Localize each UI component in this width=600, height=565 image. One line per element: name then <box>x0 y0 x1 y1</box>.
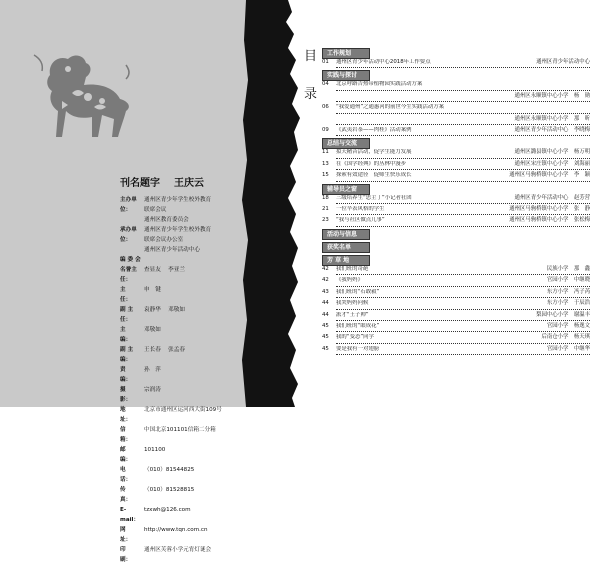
masthead-value-line: 通州区青少年学生校外教育 <box>144 197 212 203</box>
masthead-value <box>144 505 260 525</box>
toc-dotted-rule <box>336 309 590 310</box>
toc-item-title: 我的“变态”同学 <box>336 334 374 341</box>
toc-item[interactable] <box>322 161 590 170</box>
toc-item[interactable] <box>322 334 590 343</box>
masthead-row <box>120 505 260 525</box>
masthead-value-line: 通州区芙蓉小学元宵灯谜会 <box>144 547 212 553</box>
masthead-value-line: 北京市通州区运河西大街109号 <box>144 407 222 413</box>
masthead-value <box>144 465 260 485</box>
masthead-value-line: 联席会议办公室 <box>144 237 184 243</box>
toc-item[interactable] <box>322 346 590 355</box>
toc-dotted-rule <box>336 354 590 355</box>
toc-item-title: 我们班的奇葩 <box>336 265 369 272</box>
masthead-value-line: 101100 <box>144 447 166 453</box>
masthead-row <box>120 345 260 365</box>
toc-item-author: 官园小学 杨逸文 <box>546 322 590 329</box>
masthead-value <box>144 425 260 445</box>
toc-item-author: 民族小学 那 鑫 <box>546 265 590 272</box>
masthead-label: 副 主 任： <box>120 307 134 323</box>
toc-item-title: “我爱通州”之通惠河的前世今生实践活动方案 <box>336 104 445 111</box>
toc-title-char: 录 <box>304 87 318 102</box>
title-calligrapher: 王庆云 <box>174 178 204 189</box>
toc-page-number: 04 <box>322 81 329 88</box>
toc-item-author: 通州区永顺镇中心小学 那 昕 <box>514 115 590 122</box>
toc-item-author: 东方小学 于辰浩 <box>546 300 590 307</box>
toc-section-header[interactable]: 总结与交流 <box>322 138 370 149</box>
masthead-label: 副 主 编： <box>120 347 134 363</box>
masthead <box>120 174 260 565</box>
masthead-label: 编 委 会 <box>120 257 141 263</box>
masthead-label: 印 刷： <box>120 547 137 563</box>
toc-item[interactable] <box>322 277 590 286</box>
masthead-header <box>120 174 260 189</box>
masthead-value-line: 联席会议 <box>144 207 167 213</box>
toc-page-number: 01 <box>322 59 329 65</box>
toc-dotted-rule <box>336 113 590 114</box>
masthead-value-line: 孙 萍 <box>144 367 161 373</box>
toc-page-number: 09 <box>322 127 329 134</box>
toc-page-number: 45 <box>322 345 329 352</box>
toc-item-title: 探索有效途径 促师生快乐成长 <box>336 172 412 179</box>
title-label: 刊名题字 <box>120 178 160 189</box>
masthead-label: 信 箱： <box>120 427 137 443</box>
toc-item-title: 《武夷岩茶——肉桂》活动案例 <box>336 127 412 134</box>
toc-section-header[interactable]: 活动与信息 <box>322 229 370 240</box>
toc-item-title: 要是我有一对翅膀 <box>336 345 380 352</box>
toc-section-header[interactable]: 实践与探讨 <box>322 70 370 81</box>
toc-section-header[interactable]: 获奖名单 <box>322 242 370 253</box>
masthead-label: 电 话： <box>120 467 137 483</box>
torn-ink-divider <box>240 0 300 407</box>
toc-item[interactable] <box>322 81 590 90</box>
toc-item-author: 通州区青少年活动中心 <box>536 59 590 65</box>
toc-dotted-rule <box>336 320 590 321</box>
toc-page-number: 42 <box>322 277 329 284</box>
masthead-value-line: 通州区青少年活动中心 <box>144 247 200 253</box>
masthead-value-line: 邓敬如 <box>144 327 161 333</box>
masthead-label: 主 编： <box>120 327 137 343</box>
toc-item-author: 通州区潞县镇中心小学 杨万明 <box>514 149 590 156</box>
masthead-row <box>120 365 260 385</box>
masthead-row <box>120 385 260 405</box>
masthead-label: 承办单位： <box>120 227 137 243</box>
masthead-row <box>120 255 260 265</box>
masthead-value-line: 通州区青少年学生校外教育 <box>144 227 212 233</box>
toc-page-number: 45 <box>322 322 329 329</box>
toc-item-author: 通州区马驹桥镇中心小学 张松梅 <box>509 217 590 224</box>
toc-dotted-rule <box>336 214 590 215</box>
toc-item-author: 官园小学 中继晓 <box>546 277 590 284</box>
toc-page-number: 43 <box>322 288 329 295</box>
masthead-label: 摄 影： <box>120 387 137 403</box>
toc-item[interactable] <box>322 312 590 321</box>
masthead-label: 地 址： <box>120 407 137 423</box>
toc-item-author: 官园小学 中继华 <box>546 345 590 352</box>
toc-item-author: 通州区永顺镇中心小学 杨 勋 <box>514 92 590 99</box>
masthead-value-line: tzxwh@126.com <box>144 507 191 513</box>
toc-dotted-rule <box>336 203 590 204</box>
toc-title-char: 目 <box>304 49 318 64</box>
toc-page-number: 15 <box>322 172 329 179</box>
toc-page-number: 21 <box>322 206 329 213</box>
toc-item-title: 通州区青少年活动中心2018年工作要点 <box>336 59 431 65</box>
toc-dotted-rule <box>336 297 590 298</box>
toc-item[interactable] <box>322 300 590 309</box>
toc-page-number: 23 <box>322 217 329 224</box>
toc-dotted-rule <box>336 124 590 125</box>
toc-item-title: 我们班的“眼成花” <box>336 322 380 329</box>
table-of-contents <box>322 46 590 357</box>
masthead-label: 网 址： <box>120 527 137 543</box>
toc-item-title: 《我妈妈》 <box>336 277 363 284</box>
toc-page-number: 13 <box>322 160 329 167</box>
masthead-value <box>144 485 260 505</box>
masthead-row <box>120 265 260 285</box>
masthead-value-line: 申 键 <box>144 287 161 293</box>
masthead-label: 主 任： <box>120 287 137 303</box>
toc-item-author: 通州区宋庄镇中心小学 刘海丽 <box>514 160 590 167</box>
toc-item[interactable] <box>322 104 590 113</box>
masthead-value <box>144 405 260 425</box>
toc-dotted-rule <box>336 158 590 159</box>
toc-item-author: 梨园中心小学 谢温丰 <box>536 311 590 318</box>
toc-item[interactable] <box>322 172 590 181</box>
toc-item-title: 我哭妈妈问候 <box>336 300 369 307</box>
dog-papercut-emblem <box>28 45 138 145</box>
masthead-value-line: （010）81528815 <box>144 487 195 493</box>
toc-item[interactable] <box>322 127 590 136</box>
masthead-label: 名誉主任： <box>120 267 137 283</box>
toc-title <box>304 38 322 114</box>
toc-page-number: 45 <box>322 334 329 341</box>
toc-dotted-rule <box>336 226 590 227</box>
masthead-label: 主办单位： <box>120 197 137 213</box>
masthead-row <box>120 425 260 445</box>
toc-item-title: 在《国学经典》的丛林中漫步 <box>336 160 407 167</box>
toc-section-header[interactable]: 芳 草 地 <box>322 255 370 266</box>
toc-dotted-rule <box>336 286 590 287</box>
toc-item[interactable] <box>322 289 590 298</box>
toc-item[interactable] <box>322 323 590 332</box>
masthead-row <box>120 465 260 485</box>
masthead-value-line: http://www.tqn.com.cn <box>144 527 208 533</box>
toc-section-header[interactable]: 辅导员之窗 <box>322 184 370 195</box>
masthead-row <box>120 195 260 225</box>
toc-dotted-rule <box>336 343 590 344</box>
toc-item-title: 北京呼路吉热带植物园实践活动方案 <box>336 81 423 88</box>
masthead-label: 传 真： <box>120 487 137 503</box>
masthead-label: 责 编： <box>120 367 137 383</box>
toc-item-title: 拟天精音活动，促学生能力发展 <box>336 149 412 156</box>
toc-item-title: 一位辛表风格的学生 <box>336 206 385 213</box>
toc-item-author: 后南仓小学 杨天琪 <box>541 334 590 341</box>
toc-item-title: 我们班的“石敢毅” <box>336 288 380 295</box>
toc-dotted-rule <box>336 331 590 332</box>
masthead-label: E-mail： <box>120 507 140 523</box>
masthead-value-line: 宗润涛 <box>144 387 161 393</box>
masthead-row <box>120 445 260 465</box>
masthead-value-line: 袁静华 邓敬如 <box>144 307 185 313</box>
toc-page-number: 42 <box>322 265 329 272</box>
toc-page-number: 18 <box>322 194 329 201</box>
toc-dotted-rule <box>336 135 590 136</box>
toc-item-author: 通州区青少年活动中心 李晓梅 <box>514 127 590 134</box>
toc-dotted-rule <box>336 67 590 68</box>
masthead-row <box>120 225 260 255</box>
masthead-row <box>120 325 260 345</box>
toc-page-number: 44 <box>322 311 329 318</box>
masthead-row <box>120 405 260 425</box>
toc-item[interactable] <box>322 59 590 68</box>
masthead-row <box>120 525 260 545</box>
toc-item[interactable] <box>322 195 590 204</box>
toc-item[interactable] <box>322 93 590 102</box>
toc-item-author: 东方小学 冯子芮 <box>546 288 590 295</box>
toc-item[interactable] <box>322 116 590 125</box>
masthead-value-line: （010）81544825 <box>144 467 195 473</box>
masthead-row <box>120 485 260 505</box>
toc-page-number: 06 <box>322 104 329 111</box>
toc-item[interactable] <box>322 266 590 275</box>
toc-dotted-rule <box>336 274 590 275</box>
toc-item-author: 通州区马驹桥镇中心小学 李 颖 <box>509 172 590 179</box>
toc-section-header[interactable]: 工作规划 <box>322 48 370 59</box>
masthead-value <box>144 445 260 465</box>
masthead-label: 邮 编： <box>120 447 137 463</box>
toc-dotted-rule <box>336 90 590 91</box>
toc-item-author: 通州区马驹桥镇中心小学 张 静 <box>509 206 590 213</box>
masthead-value-line: 查显友 李亚兰 <box>144 267 185 273</box>
toc-item[interactable] <box>322 206 590 215</box>
toc-dotted-rule <box>336 169 590 170</box>
toc-item[interactable] <box>322 217 590 226</box>
masthead-value-line: 通州区教育委员会 <box>144 217 189 223</box>
masthead-row <box>120 545 260 565</box>
toc-dotted-rule <box>336 181 590 182</box>
masthead-value <box>144 545 260 565</box>
masthead-value-line: 王长春 张孟春 <box>144 347 185 353</box>
toc-item-title: 三级培养生“思主丁”小记者社团 <box>336 194 412 201</box>
masthead-row <box>120 285 260 305</box>
masthead-value-line: 中国北京101101信箱二分箱 <box>144 427 216 433</box>
masthead-rows <box>120 195 260 565</box>
masthead-value <box>144 525 260 545</box>
masthead-row <box>120 305 260 325</box>
toc-item-author: 通州区青少年活动中心 赵芳营 <box>514 194 590 201</box>
toc-item-title: 派才“王子帅” <box>336 311 369 318</box>
toc-dotted-rule <box>336 101 590 102</box>
toc-page-number: 11 <box>322 149 329 156</box>
toc-item-title: “我与社区做点儿事” <box>336 217 385 224</box>
toc-page-number: 44 <box>322 300 329 307</box>
toc-item[interactable] <box>322 149 590 158</box>
